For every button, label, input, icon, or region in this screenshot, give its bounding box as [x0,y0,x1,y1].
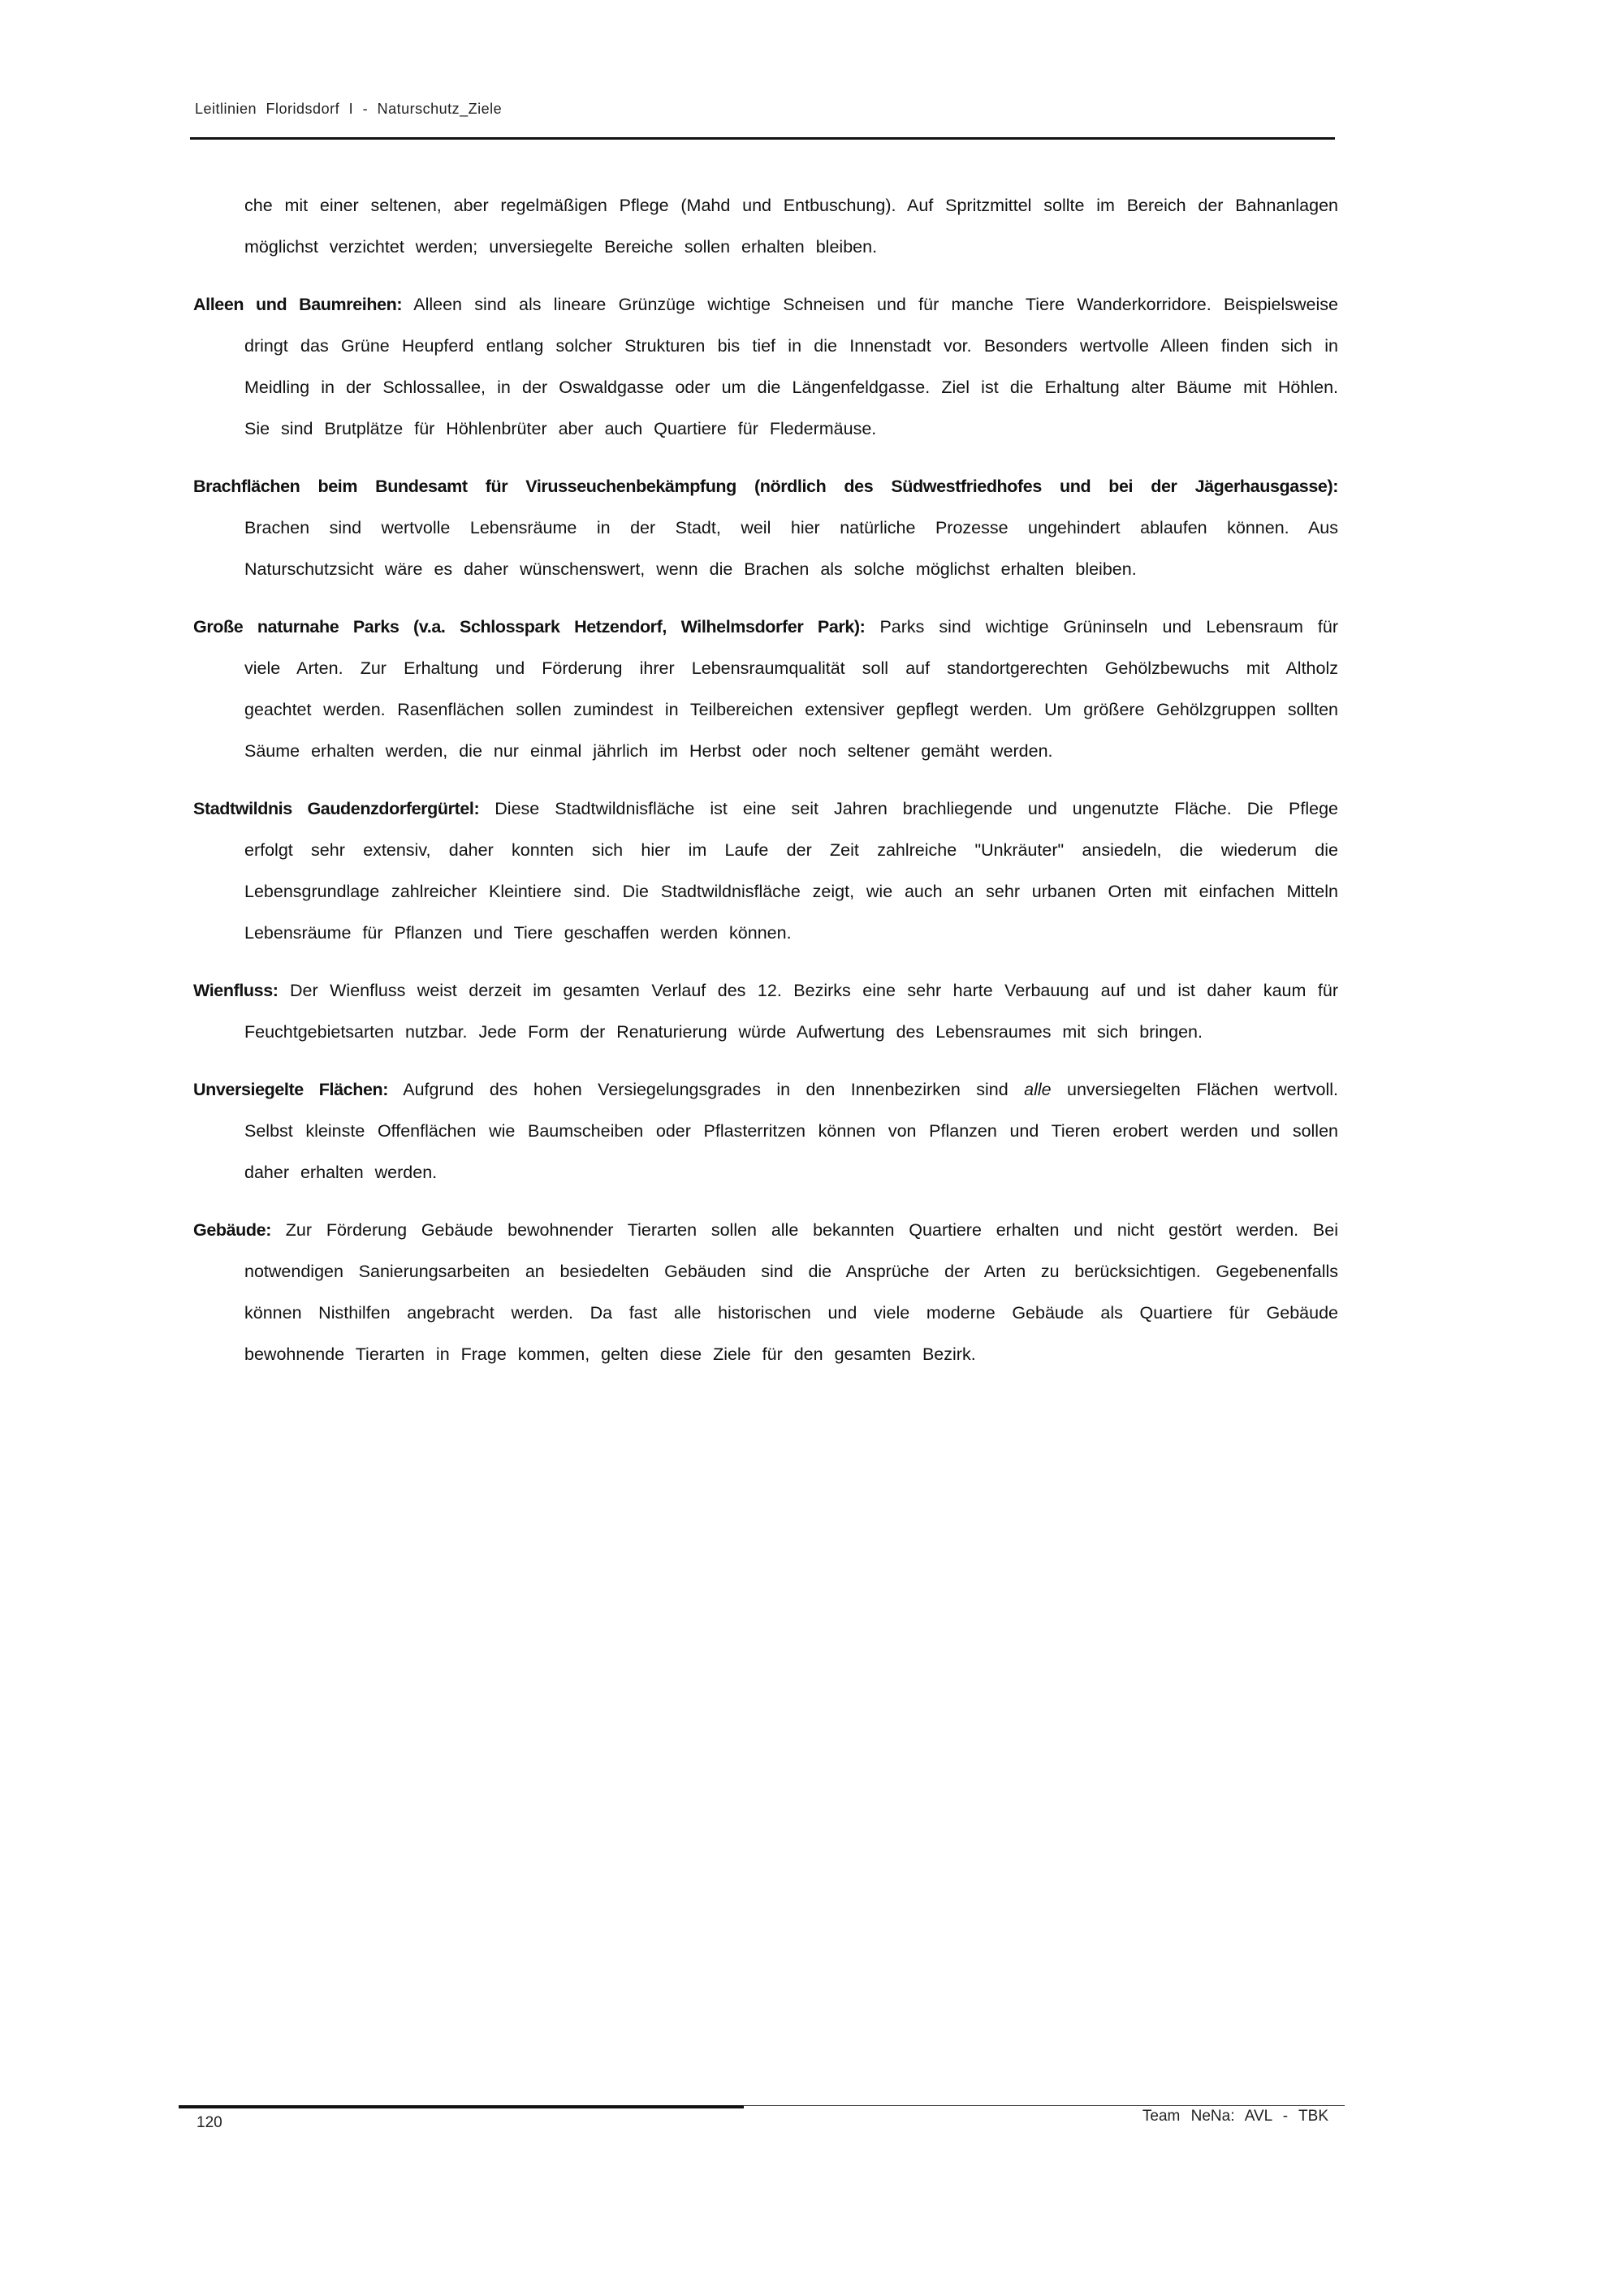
section-text-before: Aufgrund des hohen Versiegelungsgrades in den Innenbezirken sind [403,1080,1009,1099]
continuation-paragraph [193,185,1338,268]
section-term: Brachflächen beim Bundesamt für Virusseuchenbekämpfung (nördlich des Südwestfriedhofes und bei der Jägerhausgasse): [193,477,1338,496]
section-text-after: unversiegelten Flächen wertvoll. Selbst kleinste Offenflächen wie Baumscheiben oder Pflasterritzen können von Pflanzen und Tieren erobert werden und sollen daher erhalten werden. [244,1080,1338,1182]
page-number: 120 [197,2114,222,2131]
continuation-text: che mit einer seltenen, aber regelmäßigen Pflege (Mahd und Entbuschung). Auf Spritzmittel sollte im Bereich der Bahnanlagen möglichst verzichtet werden; unversiegelte Bereiche sollen erhalten bleiben. [244,196,1338,257]
running-header: Leitlinien Floridsdorf I - Naturschutz_Ziele [195,101,503,117]
section-text: Diese Stadtwildnisfläche ist eine seit Jahren brachliegende und ungenutzte Fläche. Die Pflege erfolgt sehr extensiv, daher konnten sich hier im Laufe der Zeit zahlreiche "Unkräuter" ansiedeln, die wiederum die Lebensgrundlage zahlreicher Kleintiere sind. Die Stadtwildnisfläche zeigt, wie auch an sehr urbanen Orten mit einfachen Mitteln Lebensräume für Pflanzen und Tiere geschaffen werden können. [244,799,1338,943]
section-brachflaechen [193,466,1338,590]
footer-rule-thin [744,2105,1345,2106]
section-term: Gebäude: [193,1220,271,1240]
section-wienfluss [193,970,1338,1053]
footer-team-label: Team NeNa: AVL - TBK [1142,2108,1328,2125]
section-stadtwildnis [193,788,1338,954]
section-gebaeude [193,1210,1338,1375]
section-term: Stadtwildnis Gaudenzdorfergürtel: [193,799,480,818]
section-term: Wienfluss: [193,981,279,1000]
footer-rule-thick [179,2105,744,2108]
section-text: Zur Förderung Gebäude bewohnender Tierarten sollen alle bekannten Quartiere erhalten und nicht gestört werden. Bei notwendigen Sanierungsarbeiten an besiedelten Gebäuden sind die Ansprüche der Arten zu berücksichtigen. Gegebenenfalls können Nisthilfen angebracht werden. Da fast alle historischen und viele moderne Gebäude als Quartiere für Gebäude bewohnende Tierarten in Frage kommen, gelten diese Ziele für den gesamten Bezirk. [244,1220,1338,1364]
section-term: Große naturnahe Parks (v.a. Schlosspark Hetzendorf, Wilhelmsdorfer Park): [193,617,866,637]
section-text: Alleen sind als lineare Grünzüge wichtige Schneisen und für manche Tiere Wanderkorridore. Beispielsweise dringt das Grüne Heupferd entlang solcher Strukturen bis tief in die Innenstadt vor. Besonders wertvolle Alleen finden sich in Meidling in der Schlossallee, in der Oswaldgasse oder um die Längenfeldgasse. Ziel ist die Erhaltung alter Bäume mit Höhlen. Sie sind Brutplätze für Höhlenbrüter aber auch Quartiere für Fledermäuse. [244,295,1338,438]
document-body [193,185,1338,1392]
section-text-emphasis: alle [1024,1080,1052,1099]
section-parks [193,606,1338,772]
section-term: Alleen und Baumreihen: [193,295,403,314]
section-text: Der Wienfluss weist derzeit im gesamten Verlauf des 12. Bezirks eine sehr harte Verbauung auf und ist daher kaum für Feuchtgebietsarten nutzbar. Jede Form der Renaturierung würde Aufwertung des Lebensraumes mit sich bringen. [244,981,1338,1042]
section-unversiegelte-flaechen [193,1069,1338,1193]
section-alleen [193,284,1338,450]
header-rule [190,137,1335,140]
section-term: Unversiegelte Flächen: [193,1080,389,1099]
section-text: Parks sind wichtige Grüninseln und Lebensraum für viele Arten. Zur Erhaltung und Förderung ihrer Lebensraumqualität soll auf standortgerechten Gehölzbewuchs mit Altholz geachtet werden. Rasenflächen sollen zumindest in Teilbereichen extensiver gepflegt werden. Um größere Gehölzgruppen sollten Säume erhalten werden, die nur einmal jährlich im Herbst oder noch seltener gemäht werden. [244,617,1338,761]
section-text: Brachen sind wertvolle Lebensräume in der Stadt, weil hier natürliche Prozesse ungehindert ablaufen können. Aus Naturschutzsicht wäre es daher wünschenswert, wenn die Brachen als solche möglichst erhalten bleiben. [244,518,1338,579]
